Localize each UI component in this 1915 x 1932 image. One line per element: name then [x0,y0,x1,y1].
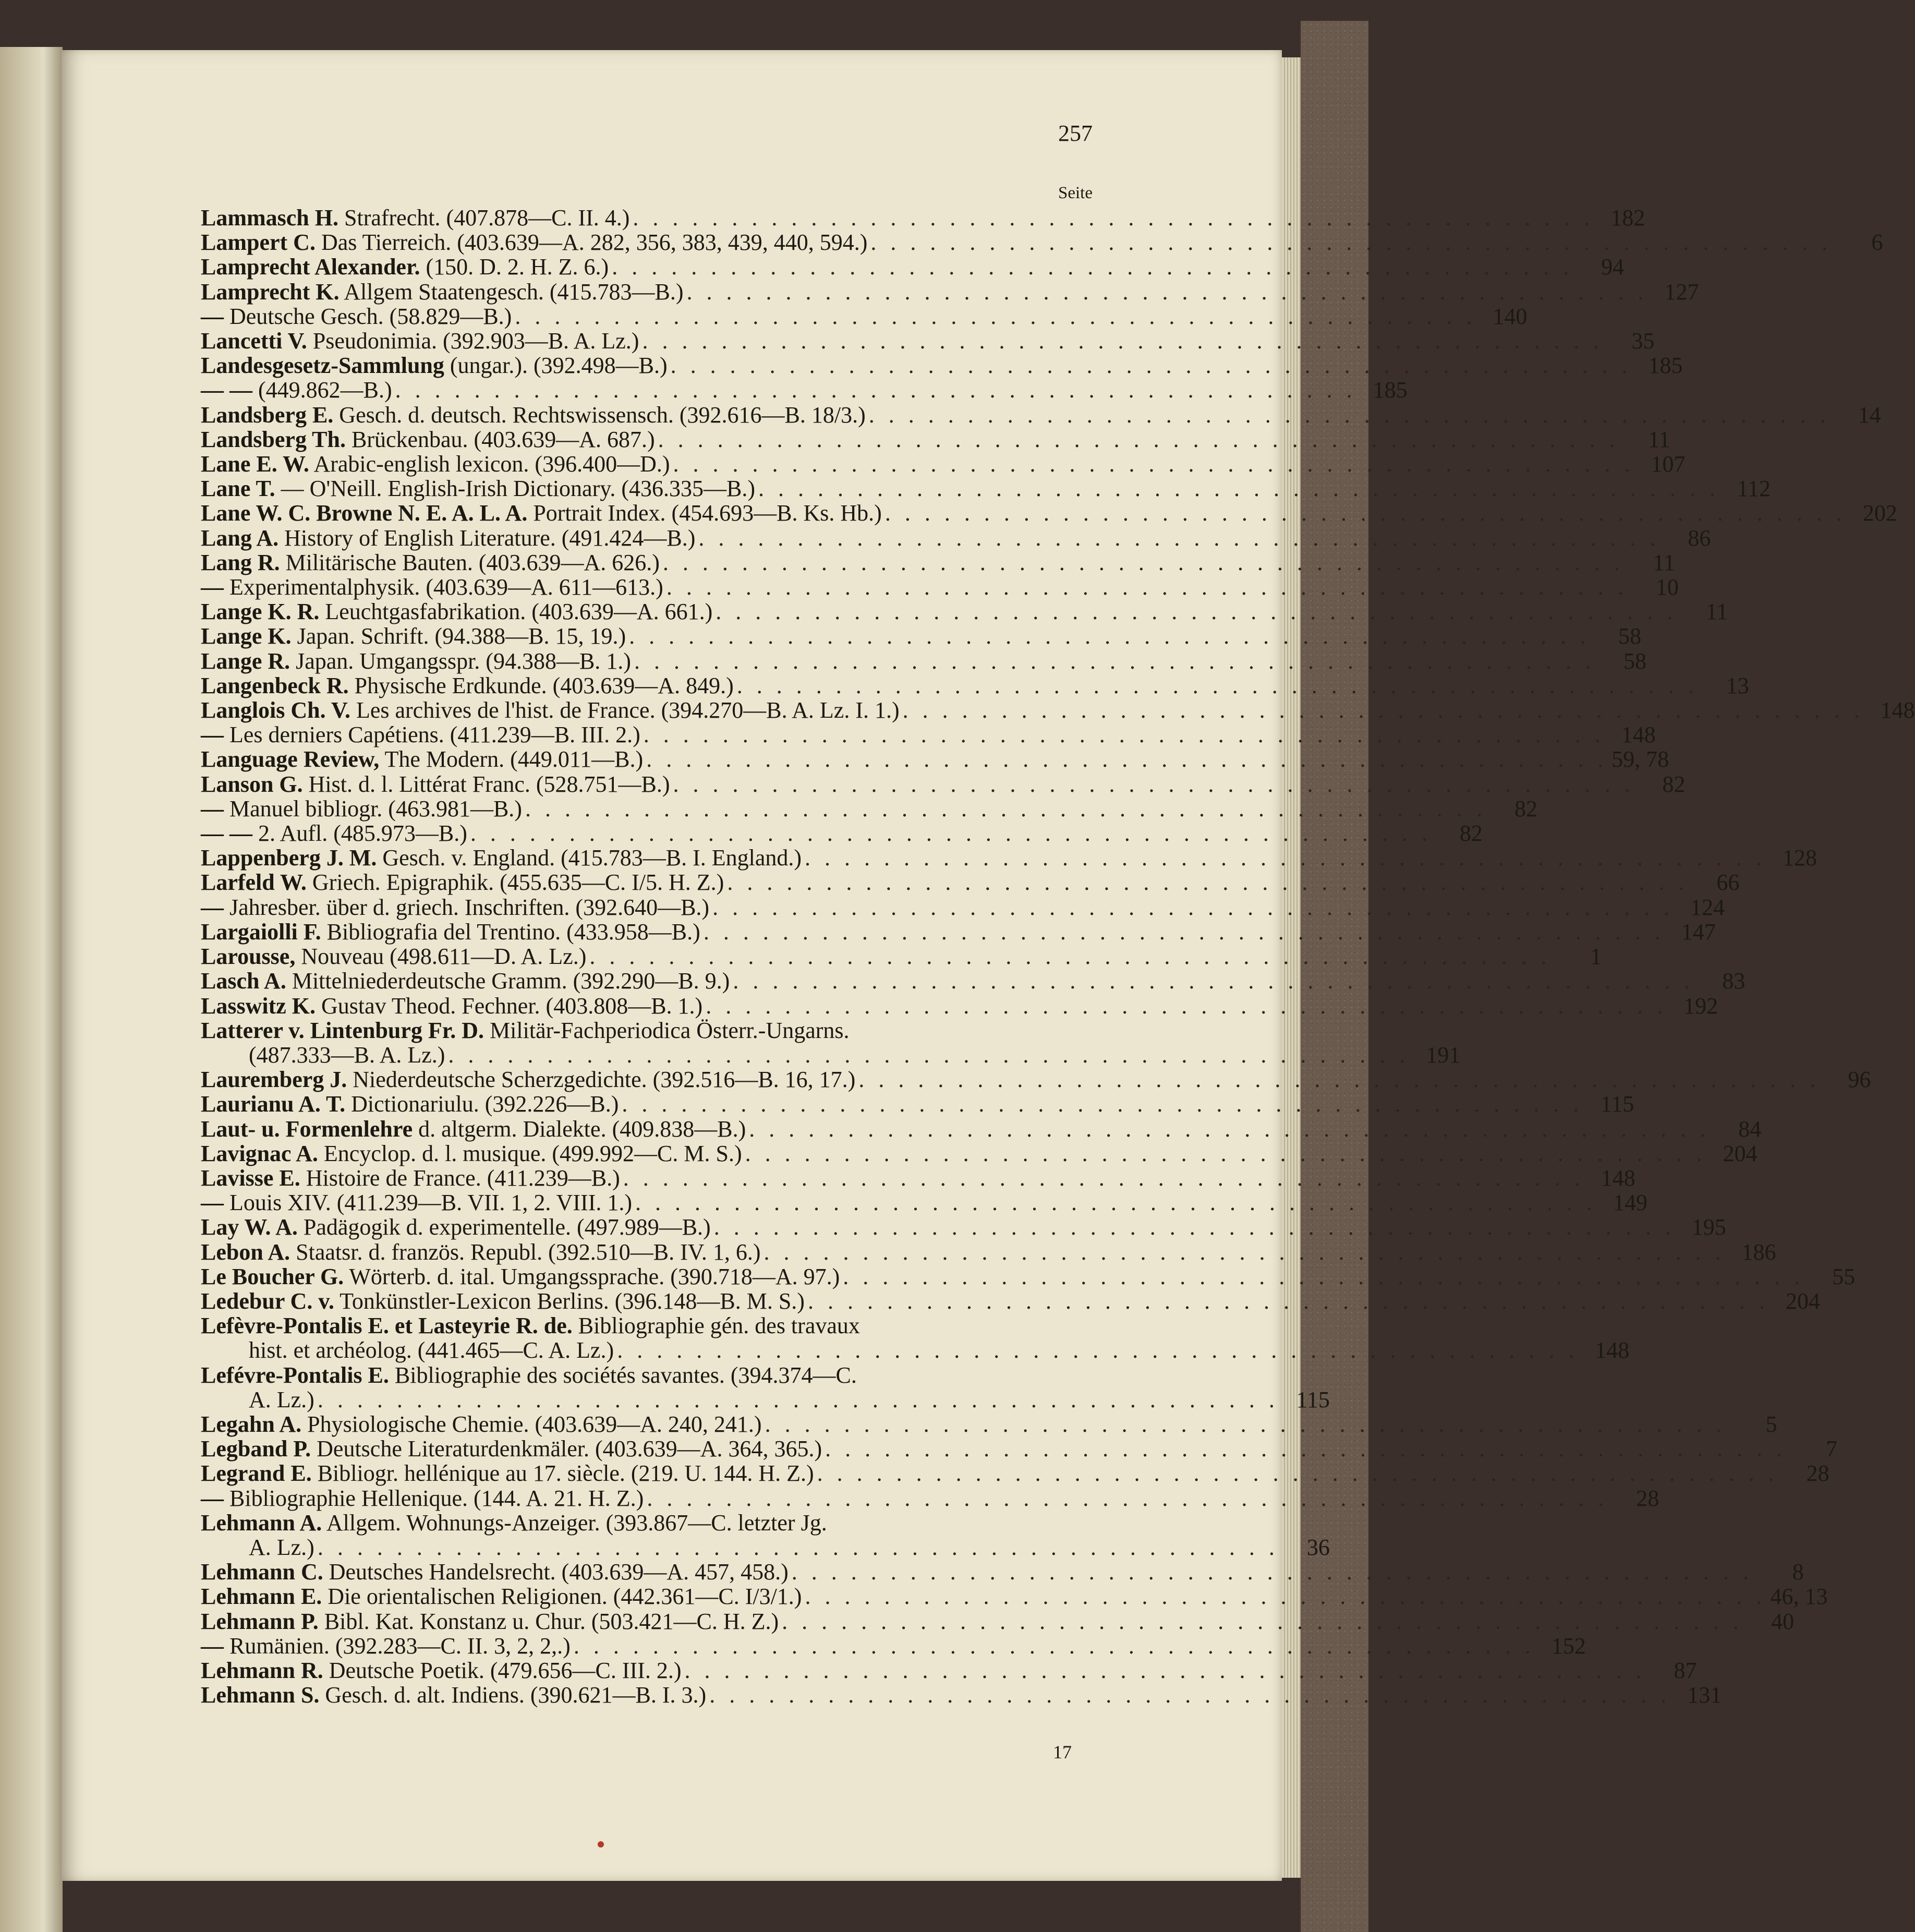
entry-title: Physiologische Chemie. (403.639—A. 240, 241.) [307,1411,762,1437]
index-entry [201,795,1537,822]
leader-dots: . . . . . . . . . . . . . . . . . . . . . . . . . . . . . . . . . . . . . . . . . . . . . . . . . [525,795,1486,822]
entry-page: 186 [1741,1239,1776,1265]
entry-title: Jahresber. über d. griech. Inschriften. (392.640—B.) [229,894,710,920]
entry-page: 55 [1832,1263,1856,1289]
leader-dots: . . . . . . . . . . . . . . . . . . . . . . . . . . . . . . . . . . . . . . . . . . . . . . . . . [868,402,1830,428]
entry-title: History of English Literature. (491.424—B.) [284,525,696,551]
index-entry [201,746,1669,772]
entry-author: — [201,894,224,920]
entry-author: Laut- u. Formenlehre [201,1116,413,1142]
entry-page: 148 [1621,722,1656,748]
entry-page: 124 [1690,894,1725,920]
index-entry [201,1116,1762,1142]
index-entry [201,1263,1856,1289]
index-entry [201,672,1749,698]
entry-author: — [201,303,224,329]
leader-dots: . . . . . . . . . . . . . . . . . . . . . . . . . . . . . . . . . . . . . . . . . . . . . . . . . [736,672,1698,698]
index-entry [201,919,1716,945]
entry-title: Louis XIV. (411.239—B. VII. 1, 2. VIII. 1.) [229,1190,632,1216]
index-entry [201,968,1746,994]
entry-title: Das Tierreich. (403.639—A. 282, 356, 383, 439, 440, 594.) [321,230,868,256]
index-entry [201,1460,1829,1487]
leader-dots: . . . . . . . . . . . . . . . . . . . . . . . . . . . . . . . . . . . . . . . . . . . . . . . . . [902,697,1864,723]
index-entry [201,279,1699,305]
leader-dots: . . . . . . . . . . . . . . . . . . . . . . . . . . . . . . . . . . . . . . . . . . . . . . . . . [643,722,1605,748]
entry-page: 148 [1880,697,1915,723]
entry-author: Landesgesetz-Sammlung [201,353,444,379]
entry-author: Lehmann S. [201,1682,320,1708]
entry-author: Latterer v. Lintenburg Fr. D. [201,1017,484,1043]
leader-dots: . . . . . . . . . . . . . . . . . . . . . . . . . . . . . . . . . . . . . . . . . . . . . . . . . [716,599,1677,625]
index-entry [201,1190,1647,1216]
entry-author: Lamprecht Alexander. [201,254,420,280]
entry-page: 96 [1848,1067,1871,1093]
index-entry [201,894,1725,920]
entry-author: Lange K. R. [201,599,320,625]
entry-author: Lefèvre-Pontalis E. et Lasteyrie R. de. [201,1313,573,1339]
index-entry [201,1165,1635,1191]
leader-dots: . . . . . . . . . . . . . . . . . . . . . . . . . . . . . . . . . . . . . . . . . . . . . . . . . [670,353,1632,379]
entry-page: 131 [1687,1682,1722,1708]
entry-author: Lane E. W. [201,451,309,477]
entry-author: Legrand E. [201,1460,312,1487]
entry-page: 191 [1426,1042,1461,1068]
entry-page: 66 [1716,870,1740,896]
entry-title: Bibliographie gén. des travaux [578,1313,860,1339]
entry-author: Larfeld W. [201,870,307,896]
index-entry [201,254,1625,280]
entry-title: Nouveau (498.611—D. A. Lz.) [301,944,587,970]
index-entry [201,1682,1722,1708]
entry-title: Physische Erdkunde. (403.639—A. 849.) [354,672,734,698]
entry-continuation: A. Lz.) [249,1534,314,1560]
entry-title: Mittelniederdeutsche Gramm. (392.290—B. 9.) [292,968,730,994]
index-entries [201,205,1915,1708]
entry-title: Gustav Theod. Fechner. (403.808—B. 1.) [321,993,703,1019]
entry-title: Militärische Bauten. (403.639—A. 626.) [285,549,660,575]
entry-title: Japan. Umgangsspr. (94.388—B. 1.) [296,648,631,674]
entry-title: Gesch. d. alt. Indiens. (390.621—B. I. 3.) [325,1682,707,1708]
index-entry [201,1091,1634,1117]
entry-author: Lappenberg J. M. [201,845,377,871]
index-entry [201,1362,1330,1412]
entry-author: — — [201,377,252,403]
entry-title: Encyclop. d. l. musique. (499.992—C. M. S.) [323,1140,742,1166]
entry-author: Language Review, [201,746,380,772]
entry-title: 2. Aufl. (485.973—B.) [258,820,467,847]
entry-author: Lebon A. [201,1239,290,1265]
entry-title: Gesch. d. deutsch. Rechtswissensch. (392.616—B. 18/3.) [339,402,866,428]
entry-title: Allgem Staatengesch. (415.783—B.) [344,279,684,305]
entry-author: Lavisse E. [201,1165,300,1191]
red-ink-dot [598,1841,604,1848]
leader-dots: . . . . . . . . . . . . . . . . . . . . . . . . . . . . . . . . . . . . . . . . . . . . . . . . . [765,1411,1726,1437]
entry-page: 185 [1373,377,1408,403]
leader-dots: . . . . . . . . . . . . . . . . . . . . . . . . . . . . . . . . . . . . . . . . . . . . . . . . . [712,894,1674,920]
entry-page: 11 [1705,599,1728,625]
entry-title: d. altgerm. Dialekte. (409.838—B.) [418,1116,746,1142]
entry-author: Langenbeck R. [201,672,349,698]
entry-page: 82 [1662,771,1686,797]
entry-page: 59, 78 [1611,746,1669,772]
entry-page: 115 [1601,1091,1634,1117]
leader-dots: . . . . . . . . . . . . . . . . . . . . . . . . . . . . . . . . . . . . . . . . . . . . . . . . . [629,623,1591,649]
entry-page: 115 [1296,1386,1330,1412]
leader-dots: . . . . . . . . . . . . . . . . . . . . . . . . . . . . . . . . . . . . . . . . . . . . . . . . . [817,1460,1778,1487]
entry-author: Le Boucher G. [201,1263,344,1289]
leader-dots: . . . . . . . . . . . . . . . . . . . . . . . . . . . . . . . . . . . . . . . . . . . . . . . . . [515,303,1476,329]
leader-dots: . . . . . . . . . . . . . . . . . . . . . . . . . . . . . . . . . . . . . . . . . . . . . . . . . [706,993,1667,1019]
entry-author: Lancetti V. [201,328,307,354]
entry-title: (150. D. 2. H. Z. 6.) [426,254,609,280]
index-entry [201,1436,1838,1462]
entry-title: Japan. Schrift. (94.388—B. 15, 19.) [297,623,626,649]
entry-author: — — [201,820,252,847]
leader-dots: . . . . . . . . . . . . . . . . . . . . . . . . . . . . . . . . . . . . . . . . . . . . . . . . . [825,1436,1787,1462]
entry-author: Lasswitz K. [201,993,316,1019]
entry-page: 5 [1765,1411,1777,1437]
entry-title: Niederdeutsche Scherzgedichte. (392.516—B. 16, 17.) [353,1067,856,1093]
entry-title: Experimentalphysik. (403.639—A. 611—613.) [229,574,663,600]
entry-title: Bibl. Kat. Konstanz u. Chur. (503.421—C. H. Z.) [324,1608,779,1634]
entry-page: 148 [1595,1337,1630,1363]
leader-dots: . . . . . . . . . . . . . . . . . . . . . . . . . . . . . . . . . . . . . . . . . . . . . . . . . [589,944,1551,970]
entry-page: 58 [1623,648,1646,674]
entry-author: Lane W. C. Browne N. E. A. L. A. [201,500,528,526]
entry-page: 36 [1306,1534,1330,1560]
index-entry [201,993,1718,1019]
leader-dots: . . . . . . . . . . . . . . . . . . . . . . . . . . . . . . . . . . . . . . . . . . . . . . . . . [662,549,1624,575]
index-entry [201,1017,1461,1068]
leader-dots: . . . . . . . . . . . . . . . . . . . . . . . . . . . . . . . . . . . . . . . . . . . . . . . . . [843,1263,1804,1289]
index-entry [201,1657,1697,1683]
entry-title: Staatsr. d. französ. Republ. (392.510—B. IV. 1, 6.) [296,1239,761,1265]
entry-author: Lehmann A. [201,1510,322,1536]
entry-page: 128 [1783,845,1817,871]
leader-dots: . . . . . . . . . . . . . . . . . . . . . . . . . . . . . . . . . . . . . . . . . . . . . . . . . [573,1633,1535,1659]
entry-page: 182 [1610,205,1645,231]
entry-title: The Modern. (449.011—B.) [384,746,644,772]
index-entry [201,697,1915,723]
entry-author: Ledebur C. v. [201,1288,334,1314]
leader-dots: . . . . . . . . . . . . . . . . . . . . . . . . . . . . . . . . . . . . . . . . . . . . . . . . . [703,919,1665,945]
leader-dots: . . . . . . . . . . . . . . . . . . . . . . . . . . . . . . . . . . . . . . . . . . . . . . . . . [617,1337,1579,1363]
index-entry [201,1584,1828,1610]
leader-dots: . . . . . . . . . . . . . . . . . . . . . . . . . . . . . . . . . . . . . . . . . . . . . . . . . [612,254,1573,280]
leader-dots: . . . . . . . . . . . . . . . . . . . . . . . . . . . . . . . . . . . . . . . . . . . . . . . . . [634,648,1595,674]
entry-author: Lampert C. [201,230,316,256]
leader-dots: . . . . . . . . . . . . . . . . . . . . . . . . . . . . . . . . . . . . . . . . . . . . . . . . . [646,746,1608,772]
entry-page: 112 [1737,476,1771,502]
entry-author: Legahn A. [201,1411,302,1437]
entry-page: 11 [1653,549,1675,575]
index-entry [201,525,1711,551]
entry-title: Hist. d. l. Littérat Franc. (528.751—B.) [308,771,670,797]
leader-dots: . . . . . . . . . . . . . . . . . . . . . . . . . . . . . . . . . . . . . . . . . . . . . . . . . [317,1386,1279,1412]
entry-page: 204 [1785,1288,1820,1314]
index-entry [201,230,1883,256]
leader-dots: . . . . . . . . . . . . . . . . . . . . . . . . . . . . . . . . . . . . . . . . . . . . . . . . . [666,574,1628,600]
index-entry [201,353,1683,379]
leader-dots: . . . . . . . . . . . . . . . . . . . . . . . . . . . . . . . . . . . . . . . . . . . . . . . . . [633,205,1594,231]
entry-title: Griech. Epigraphik. (455.635—C. I/5. H. Z.) [312,870,724,896]
leader-dots: . . . . . . . . . . . . . . . . . . . . . . . . . . . . . . . . . . . . . . . . . . . . . . . . . [758,476,1720,502]
index-entry [201,574,1679,600]
entry-page: 8 [1792,1559,1804,1585]
entry-page: 84 [1738,1116,1762,1142]
entry-continuation: A. Lz.) [249,1386,314,1412]
entry-author: Langlois Ch. V. [201,697,350,723]
leader-dots: . . . . . . . . . . . . . . . . . . . . . . . . . . . . . . . . . . . . . . . . . . . . . . . . . [622,1091,1583,1117]
entry-author: Lamprecht K. [201,279,340,305]
entry-page: 140 [1493,303,1528,329]
entry-author: Lehmann R. [201,1657,323,1683]
entry-page: 192 [1683,993,1718,1019]
entry-author: — [201,795,224,822]
leader-dots: . . . . . . . . . . . . . . . . . . . . . . . . . . . . . . . . . . . . . . . . . . . . . . . . . [658,426,1619,452]
index-entry [201,205,1645,231]
entry-author: Landsberg E. [201,402,334,428]
index-entry [201,1411,1777,1437]
entry-title: Padägogik d. experimentelle. (497.989—B.) [303,1214,711,1240]
entry-page: 127 [1664,279,1699,305]
entry-title: Rumänien. (392.283—C. II. 3, 2, 2,.) [229,1633,571,1659]
entry-author: Lay W. A. [201,1214,298,1240]
entry-author: — [201,1633,224,1659]
entry-page: 152 [1551,1633,1586,1659]
index-entry [201,1239,1776,1265]
entry-page: 14 [1858,402,1881,428]
leader-dots: . . . . . . . . . . . . . . . . . . . . . . . . . . . . . . . . . . . . . . . . . . . . . . . . . [623,1165,1584,1191]
entry-page: 6 [1871,230,1883,256]
entry-title: (ungar.). (392.498—B.) [450,353,668,379]
index-entry [201,1067,1871,1093]
entry-author: Lange K. [201,623,292,649]
entry-page: 58 [1618,623,1642,649]
entry-page: 195 [1691,1214,1726,1240]
index-entry [201,500,1897,526]
entry-author: Lehmann E. [201,1584,322,1610]
leader-dots: . . . . . . . . . . . . . . . . . . . . . . . . . . . . . . . . . . . . . . . . . . . . . . . . . [698,525,1660,551]
entry-title: Bibliographie Hellenique. (144. A. 21. H. Z.) [229,1485,644,1511]
leader-dots: . . . . . . . . . . . . . . . . . . . . . . . . . . . . . . . . . . . . . . . . . . . . . . . . . [733,968,1694,994]
entry-author: Lefévre-Pontalis E. [201,1362,389,1388]
index-entry [201,426,1670,452]
index-entry [201,377,1408,403]
entry-author: Lauremberg J. [201,1067,347,1093]
index-entry [201,1633,1586,1659]
entry-title: Histoire de France. (411.239—B.) [306,1165,620,1191]
entry-title: Deutsche Gesch. (58.829—B.) [229,303,512,329]
leader-dots: . . . . . . . . . . . . . . . . . . . . . . . . . . . . . . . . . . . . . . . . . . . . . . . . . [709,1682,1671,1708]
entry-author: Lang A. [201,525,279,551]
leader-dots: . . . . . . . . . . . . . . . . . . . . . . . . . . . . . . . . . . . . . . . . . . . . . . . . . [395,377,1356,403]
entry-title: Militär-Fachperiodica Österr.-Ungarns. [490,1017,850,1043]
entry-page: 202 [1862,500,1897,526]
entry-title: Brückenbau. (403.639—A. 687.) [351,426,655,452]
index-entry [201,1510,1330,1560]
index-entry [201,771,1686,797]
entry-title: Strafrecht. (407.878—C. II. 4.) [344,205,630,231]
index-entry [201,845,1817,871]
index-entry [201,1214,1726,1240]
leader-dots: . . . . . . . . . . . . . . . . . . . . . . . . . . . . . . . . . . . . . . . . . . . . . . . . . [805,1584,1766,1610]
entry-author: — [201,574,224,600]
entry-title: Bibliogr. hellénique au 17. siècle. (219. U. 144. H. Z.) [317,1460,814,1487]
entry-author: Lavignac A. [201,1140,318,1166]
entry-title: Deutsches Handelsrecht. (403.639—A. 457, 458.) [329,1559,789,1585]
entry-title: Bibliografia del Trentino. (433.958—B.) [326,919,700,945]
index-entry [201,476,1771,502]
leader-dots: . . . . . . . . . . . . . . . . . . . . . . . . . . . . . . . . . . . . . . . . . . . . . . . . . [635,1190,1596,1216]
leader-dots: . . . . . . . . . . . . . . . . . . . . . . . . . . . . . . . . . . . . . . . . . . . . . . . . . [805,845,1766,871]
entry-page: 13 [1726,672,1749,698]
entry-author: Lehmann C. [201,1559,323,1585]
entry-title: Allgem. Wohnungs-Anzeiger. (393.867—C. letzter Jg. [326,1510,827,1536]
entry-title: Wörterb. d. ital. Umgangssprache. (390.718—A. 97.) [349,1263,840,1289]
entry-author: Lasch A. [201,968,286,994]
left-page-edge [0,47,63,1932]
entry-title: (449.862—B.) [258,377,392,403]
entry-page: 82 [1514,795,1537,822]
leader-dots: . . . . . . . . . . . . . . . . . . . . . . . . . . . . . . . . . . . . . . . . . . . . . . . . . [807,1288,1769,1314]
index-entry [201,1140,1758,1166]
entry-page: 28 [1636,1485,1659,1511]
entry-author: Lange R. [201,648,290,674]
entry-author: Larousse, [201,944,296,970]
leader-dots: . . . . . . . . . . . . . . . . . . . . . . . . . . . . . . . . . . . . . . . . . . . . . . . . . [647,1485,1608,1511]
entry-page: 10 [1655,574,1679,600]
index-entry [201,1313,1630,1363]
entry-title: Les archives de l'hist. de France. (394.270—B. A. Lz. I. 1.) [356,697,900,723]
index-entry [201,722,1656,748]
leader-dots: . . . . . . . . . . . . . . . . . . . . . . . . . . . . . . . . . . . . . . . . . . . . . . . . . [884,500,1846,526]
entry-page: 148 [1601,1165,1635,1191]
entry-title: Deutsche Literaturdenkmäler. (403.639—A. 364, 365.) [317,1436,822,1462]
leader-dots: . . . . . . . . . . . . . . . . . . . . . . . . . . . . . . . . . . . . . . . . . . . . . . . . . [791,1559,1753,1585]
leader-dots: . . . . . . . . . . . . . . . . . . . . . . . . . . . . . . . . . . . . . . . . . . . . . . . . . [727,870,1689,896]
entry-title: — O'Neill. English-Irish Dictionary. (436.335—B.) [281,476,756,502]
entry-author: — [201,722,224,748]
entry-title: Portrait Index. (454.693—B. Ks. Hb.) [533,500,882,526]
index-entry [201,599,1728,625]
entry-page: 86 [1688,525,1711,551]
entry-author: Lammasch H. [201,205,338,231]
entry-title: Les derniers Capétiens. (411.239—B. III. 2.) [229,722,640,748]
leader-dots: . . . . . . . . . . . . . . . . . . . . . . . . . . . . . . . . . . . . . . . . . . . . . . . . . [870,230,1832,256]
index-entry [201,451,1686,477]
entry-page: 82 [1459,820,1483,847]
entry-title: Dictionariulu. (392.226—B.) [351,1091,619,1117]
entry-title: Die orientalischen Religionen. (442.361—C. I/3/1.) [328,1584,802,1610]
signature-mark: 17 [1053,1742,1072,1762]
index-entry [201,870,1740,896]
index-entry [201,623,1642,649]
leader-dots: . . . . . . . . . . . . . . . . . . . . . . . . . . . . . . . . . . . . . . . . . . . . . . . . . [673,771,1634,797]
entry-author: Legband P. [201,1436,311,1462]
entry-page: 1 [1590,944,1602,970]
index-entry [201,402,1881,428]
entry-continuation: hist. et archéolog. (441.465—C. A. Lz.) [249,1337,614,1363]
entry-page: 94 [1601,254,1625,280]
index-entry [201,1288,1820,1314]
entry-page: 7 [1826,1436,1838,1462]
entry-author: Lehmann P. [201,1608,319,1634]
leader-dots: . . . . . . . . . . . . . . . . . . . . . . . . . . . . . . . . . . . . . . . . . . . . . . . . . [470,820,1432,847]
entry-page: 28 [1806,1460,1829,1487]
leader-dots: . . . . . . . . . . . . . . . . . . . . . . . . . . . . . . . . . . . . . . . . . . . . . . . . . [745,1140,1706,1166]
entry-author: Lane T. [201,476,275,502]
entry-page: 87 [1674,1657,1697,1683]
entry-title: Pseudonimia. (392.903—B. A. Lz.) [312,328,639,354]
index-entry [201,944,1602,970]
entry-title: Manuel bibliogr. (463.981—B.) [229,795,522,822]
entry-page: 107 [1651,451,1686,477]
entry-author: — [201,1190,224,1216]
index-entry [201,549,1675,575]
index-entry [201,1559,1804,1585]
entry-page: 185 [1648,353,1683,379]
leader-dots: . . . . . . . . . . . . . . . . . . . . . . . . . . . . . . . . . . . . . . . . . . . . . . . . . [448,1042,1410,1068]
entry-page: 35 [1631,328,1655,354]
entry-page: 11 [1648,426,1670,452]
index-entry [201,820,1483,847]
entry-author: Lanson G. [201,771,303,797]
entry-page: 149 [1613,1190,1647,1216]
entry-author: Laurianu A. T. [201,1091,346,1117]
entry-page: 204 [1723,1140,1758,1166]
leader-dots: . . . . . . . . . . . . . . . . . . . . . . . . . . . . . . . . . . . . . . . . . . . . . . . . . [749,1116,1711,1142]
entry-title: Tonkünstler-Lexicon Berlins. (396.148—B. M. S.) [340,1288,805,1314]
entry-page: 147 [1681,919,1716,945]
leader-dots: . . . . . . . . . . . . . . . . . . . . . . . . . . . . . . . . . . . . . . . . . . . . . . . . . [673,451,1634,477]
leader-dots: . . . . . . . . . . . . . . . . . . . . . . . . . . . . . . . . . . . . . . . . . . . . . . . . . [763,1239,1725,1265]
leader-dots: . . . . . . . . . . . . . . . . . . . . . . . . . . . . . . . . . . . . . . . . . . . . . . . . . [713,1214,1675,1240]
leader-dots: . . . . . . . . . . . . . . . . . . . . . . . . . . . . . . . . . . . . . . . . . . . . . . . . . [782,1608,1743,1634]
leader-dots: . . . . . . . . . . . . . . . . . . . . . . . . . . . . . . . . . . . . . . . . . . . . . . . . . [858,1067,1820,1093]
leader-dots: . . . . . . . . . . . . . . . . . . . . . . . . . . . . . . . . . . . . . . . . . . . . . . . . . [686,279,1648,305]
index-entry [201,1485,1659,1511]
entry-author: Lang R. [201,549,280,575]
entry-page: 83 [1722,968,1746,994]
entry-continuation: (487.333—B. A. Lz.) [249,1042,445,1068]
entry-title: Arabic-english lexicon. (396.400—D.) [313,451,670,477]
index-entry [201,1608,1795,1634]
entry-author: Landsberg Th. [201,426,346,452]
entry-author: Largaiolli F. [201,919,321,945]
leader-dots: . . . . . . . . . . . . . . . . . . . . . . . . . . . . . . . . . . . . . . . . . . . . . . . . . [317,1534,1279,1560]
entry-page: 46, 13 [1770,1584,1828,1610]
entry-title: Gesch. v. England. (415.783—B. I. England.) [382,845,802,871]
entry-author: — [201,1485,224,1511]
entry-title: Bibliographie des sociétés savantes. (394.374—C. [394,1362,857,1388]
entry-title: Deutsche Poetik. (479.656—C. III. 2.) [329,1657,682,1683]
index-entry [201,648,1646,674]
column-header-seite: Seite [1058,184,1093,202]
entry-page: 40 [1771,1608,1795,1634]
leader-dots: . . . . . . . . . . . . . . . . . . . . . . . . . . . . . . . . . . . . . . . . . . . . . . . . . [684,1657,1646,1683]
entry-title: Leuchtgasfabrikation. (403.639—A. 661.) [325,599,713,625]
index-entry [201,303,1528,329]
page-number: 257 [1058,120,1093,146]
index-entry [201,328,1655,354]
leader-dots: . . . . . . . . . . . . . . . . . . . . . . . . . . . . . . . . . . . . . . . . . . . . . . . . . [642,328,1604,354]
